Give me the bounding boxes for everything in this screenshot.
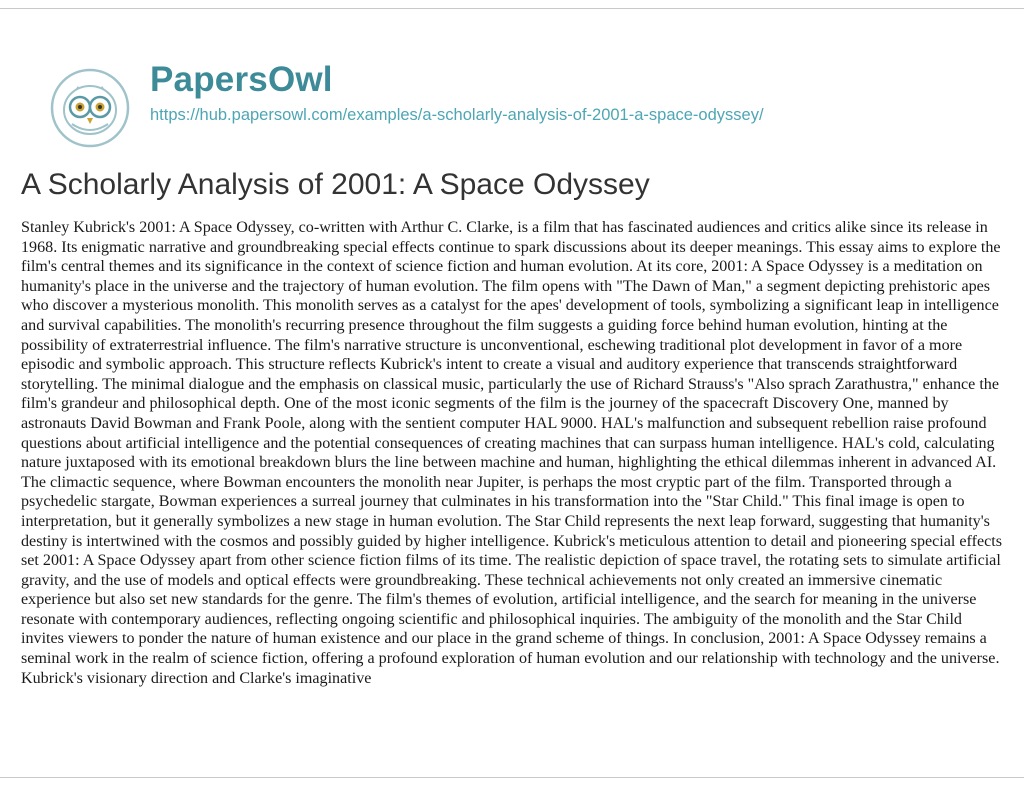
bottom-divider [0,777,1024,778]
article-body: Stanley Kubrick's 2001: A Space Odyssey, co-written with Arthur C. Clarke, is a film that has fascinated audiences and critics alike since its release in 1968. Its enigmatic narrative and groundbreaking special effects continue to spark discussions about its deeper meanings. This essay aims to explore the film's central themes and its significance in the context of science fiction and human evolution. At its core, 2001: A Space Odyssey is a meditation on humanity's place in the universe and the trajectory of human evolution. The film opens with "The Dawn of Man," a segment depicting prehistoric apes who discover a mysterious monolith. This monolith serves as a catalyst for the apes' development of tools, symbolizing a significant leap in intelligence and survival capabilities. The monolith's recurring presence throughout the film suggests a guiding force behind human evolution, hinting at the possibility of extraterrestrial influence. The film's narrative structure is unconventional, eschewing traditional plot development in favor of a more episodic and symbolic approach. This structure reflects Kubrick's intent to create a visual and auditory experience that transcends straightforward storytelling. The minimal dialogue and the emphasis on classical music, particularly the use of Richard Strauss's "Also sprach Zarathustra," enhance the film's grandeur and philosophical depth. One of the most iconic segments of the film is the journey of the spacecraft Discovery One, manned by astronauts David Bowman and Frank Poole, along with the sentient computer HAL 9000. HAL's malfunction and subsequent rebellion raise profound questions about artificial intelligence and the potential consequences of creating machines that can surpass human intelligence. HAL's cold, calculating nature juxtaposed with its emotional breakdown blurs the line between machine and human, highlighting the ethical dilemmas inherent in advanced AI. The climactic sequence, where Bowman encounters the monolith near Jupiter, is perhaps the most cryptic part of the film. Transported through a psychedelic stargate, Bowman experiences a surreal journey that culminates in his transformation into the "Star Child." This final image is open to interpretation, but it generally symbolizes a new stage in human evolution. The Star Child represents the next leap forward, suggesting that humanity's destiny is intertwined with the cosmos and possibly guided by higher intelligence. Kubrick's meticulous attention to detail and pioneering special effects set 2001: A Space Odyssey apart from other science fiction films of its time. The realistic depiction of space travel, the rotating sets to simulate artificial gravity, and the use of models and optical effects were groundbreaking. These technical achievements not only created an immersive cinematic experience but also set new standards for the genre. The film's themes of evolution, artificial intelligence, and the search for meaning in the universe resonate with contemporary audiences, reflecting ongoing scientific and philosophical inquiries. The ambiguity of the monolith and the Star Child invites viewers to ponder the nature of human existence and our place in the grand scheme of things. In conclusion, 2001: A Space Odyssey remains a seminal work in the realm of science fiction, offering a profound exploration of human evolution and our relationship with technology and the universe. Kubrick's visionary direction and Clarke's imaginative [21,219,1002,687]
brand-name[interactable]: PapersOwl [150,60,333,99]
top-divider [0,8,1024,9]
source-url-link[interactable]: https://hub.papersowl.com/examples/a-scholarly-analysis-of-2001-a-space-odyssey/ [150,106,764,124]
page-title: A Scholarly Analysis of 2001: A Space Odyssey [21,168,650,201]
site-header [38,48,998,148]
owl-logo-icon[interactable] [48,66,132,150]
